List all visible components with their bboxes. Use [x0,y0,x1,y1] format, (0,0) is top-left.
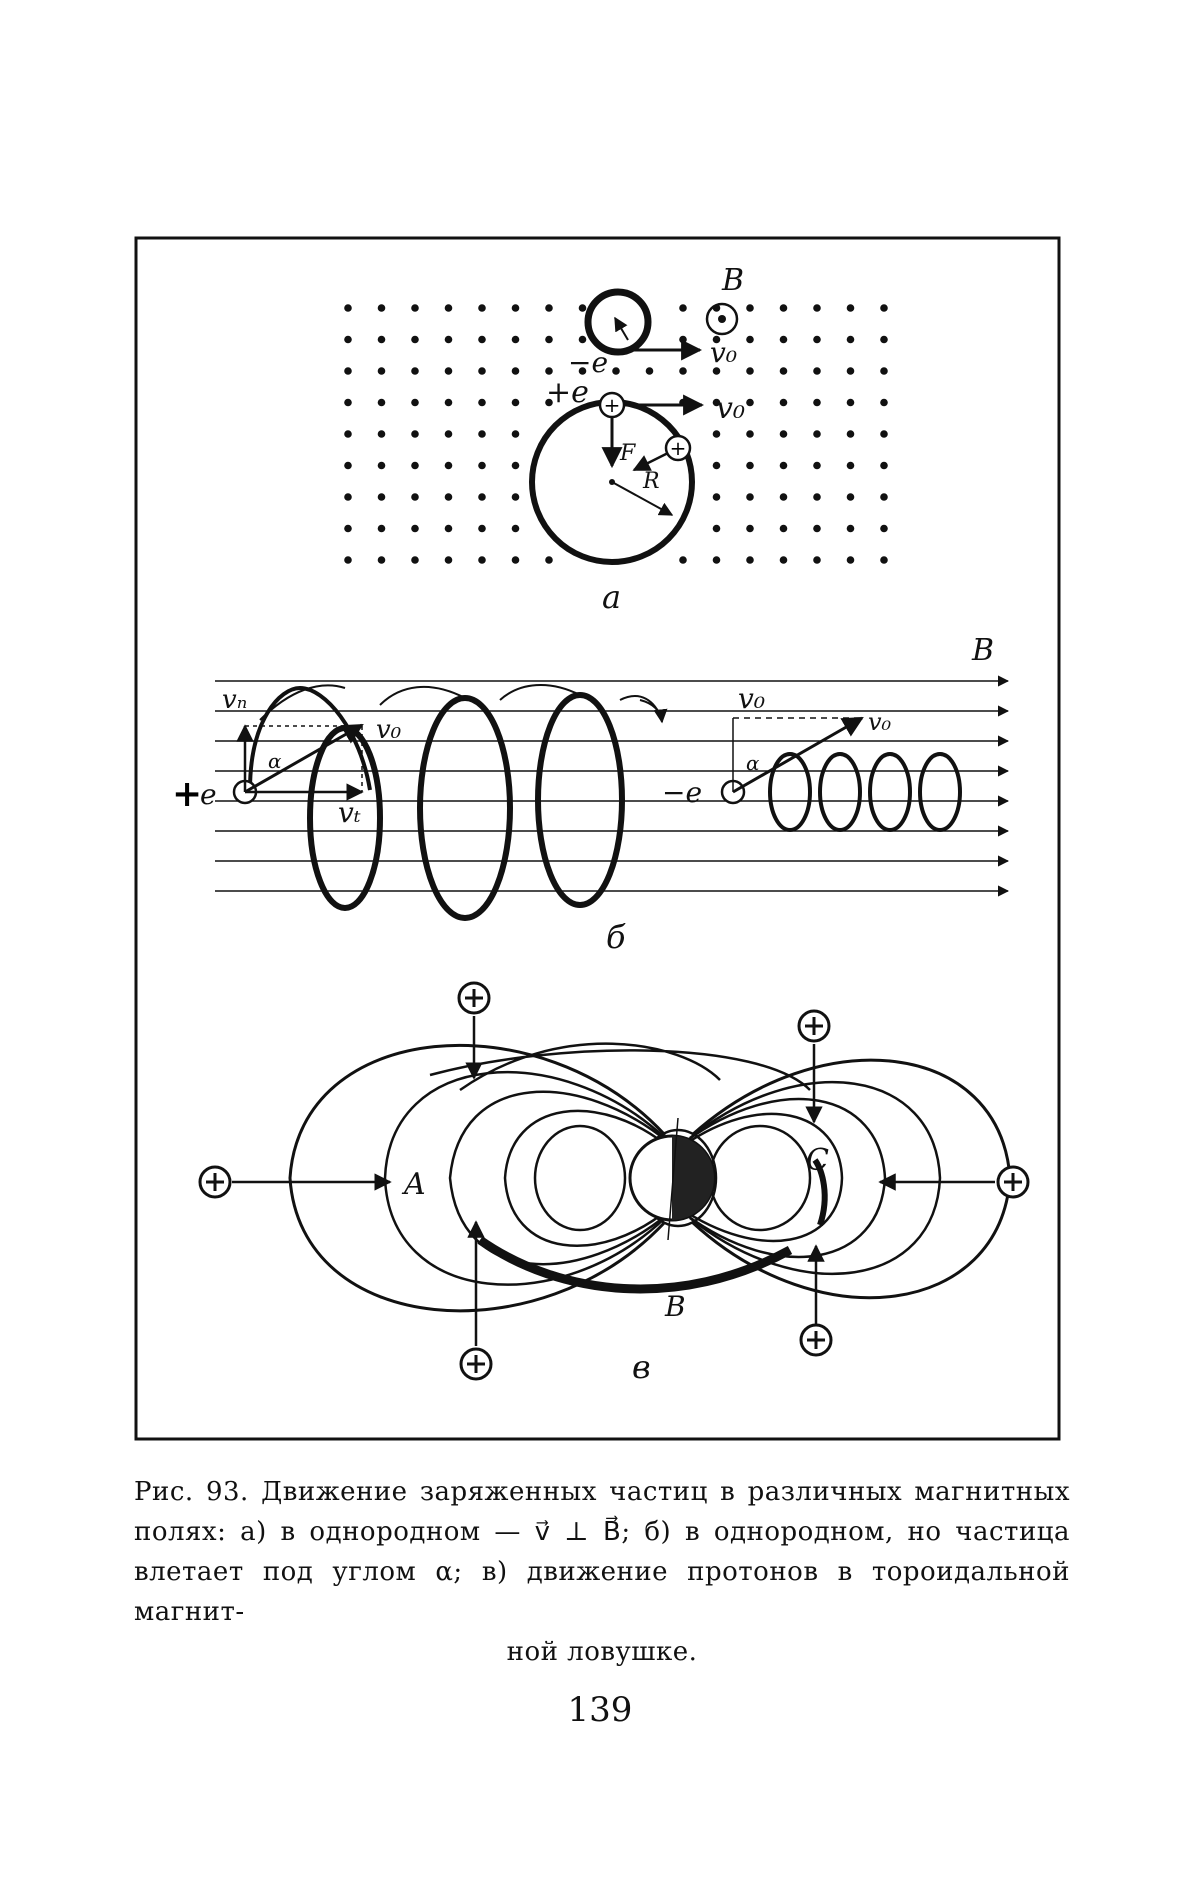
caption-line-4: ной ловушке. [506,1637,698,1667]
field-dot [378,556,386,564]
orbit-center [609,479,615,485]
field-dot [512,367,520,375]
magnetic-field-dots [344,304,888,564]
field-dot [813,556,821,564]
caption-line-1: Рис. 93. Движение заряженных частиц в различных магнитных [134,1477,1070,1507]
field-dot [512,304,520,312]
field-dot [880,462,888,470]
field-dot [445,493,453,501]
field-dot [880,367,888,375]
field-dot [478,525,486,533]
field-dot [780,336,788,344]
field-dot [847,525,855,533]
field-dot [378,367,386,375]
field-dot [478,367,486,375]
field-dot [679,367,687,375]
field-dot [411,462,419,470]
field-dot [344,304,352,312]
field-dot [813,399,821,407]
proton-symbol [998,1167,1028,1197]
field-dot [746,430,754,438]
figure-frame [136,238,1059,1439]
field-dot [847,399,855,407]
label-alpha-right: α [746,751,760,775]
label-point-b: B [665,1290,686,1323]
label-proton: +e [546,375,589,410]
field-dot [847,556,855,564]
field-dot [679,336,687,344]
field-dot [746,525,754,533]
field-dot [344,399,352,407]
proton-side-plus: + [669,436,687,460]
field-dot [512,493,520,501]
field-dot [847,336,855,344]
field-dot [478,556,486,564]
field-dot [445,336,453,344]
field-dot [780,367,788,375]
field-dot [344,430,352,438]
field-dot [445,430,453,438]
field-dot [880,399,888,407]
field-dot [378,399,386,407]
field-direction-dot [718,315,726,323]
field-dot [780,525,788,533]
page-number: 139 [567,1690,633,1730]
field-dot [545,336,553,344]
proton-symbol [799,1011,829,1041]
label-point-a: A [404,1167,426,1202]
v0-arrow-b [245,725,362,792]
field-dot [512,525,520,533]
field-dot [880,525,888,533]
field-dot [780,430,788,438]
label-radius: R [643,469,660,494]
field-dot [780,399,788,407]
field-dot [344,336,352,344]
field-dot [713,556,721,564]
field-dot [344,493,352,501]
label-b-field-b: B [972,633,995,668]
field-dot [378,462,386,470]
field-dot [512,556,520,564]
label-electron: −e [568,346,609,379]
field-dot [813,367,821,375]
field-dot [411,304,419,312]
field-dot [746,462,754,470]
field-dot [847,304,855,312]
field-dot [512,399,520,407]
field-dot [378,304,386,312]
field-dot [445,367,453,375]
force-arrow-2 [634,453,668,470]
field-dot [880,556,888,564]
label-b-field: B [722,263,745,298]
field-dot [512,430,520,438]
field-dot [847,462,855,470]
field-dot [378,336,386,344]
field-dot [378,493,386,501]
field-dot [847,430,855,438]
field-dot [780,462,788,470]
field-dot [411,556,419,564]
label-proton-b: e [200,778,217,811]
label-electron-b: −e [662,776,703,809]
field-dot [813,304,821,312]
field-dot [813,493,821,501]
proton-symbol [801,1325,831,1355]
field-dot [344,556,352,564]
field-dot [512,336,520,344]
field-dot [478,304,486,312]
field-dot [478,493,486,501]
field-dot [378,525,386,533]
field-dot [713,462,721,470]
field-dot [780,556,788,564]
field-dot [545,367,553,375]
field-dot [411,430,419,438]
radius-arrow [612,482,672,515]
field-dot [512,462,520,470]
panel-a [344,263,888,616]
field-dot [478,430,486,438]
proton-symbol [200,1167,230,1197]
electron-radius-arrow [615,318,628,340]
proton-symbol [459,983,489,1013]
field-dot [411,493,419,501]
field-dot [780,493,788,501]
field-dot [713,430,721,438]
label-alpha-left: α [268,749,282,773]
field-dot [746,336,754,344]
plus-sign-b: + [172,773,203,815]
field-dot [813,336,821,344]
field-dot [378,430,386,438]
figure-caption [134,1472,1070,1672]
label-vt: vₜ [338,796,361,829]
field-dot [746,367,754,375]
field-dot [880,304,888,312]
panel-a-label: а [602,578,622,616]
field-dot [780,304,788,312]
field-dot [445,304,453,312]
field-dot [880,493,888,501]
field-dot [445,462,453,470]
field-dot [880,336,888,344]
field-dot [545,556,553,564]
field-dot [646,367,654,375]
field-dot [679,556,687,564]
field-dot [813,430,821,438]
field-dot [344,462,352,470]
label-force: F [620,441,636,466]
field-dot [545,304,553,312]
field-dot [713,493,721,501]
label-v0-top: v₀ [738,682,766,715]
field-dot [746,493,754,501]
field-dot [746,556,754,564]
field-dot [411,336,419,344]
label-v0-right: v₀ [868,708,892,736]
label-v0-proton: v₀ [716,391,745,426]
panel-c-label: в [632,1348,651,1386]
field-dot [813,462,821,470]
panel-b-label: б [606,918,626,956]
field-dot [813,525,821,533]
field-dot [679,304,687,312]
field-dot [579,336,587,344]
panel-b [172,633,1008,956]
label-v0-electron: v₀ [710,336,738,369]
field-dot [579,304,587,312]
proton-top-plus: + [603,393,621,417]
field-dot [880,430,888,438]
field-dot [478,399,486,407]
field-dot [344,367,352,375]
label-point-c: C [806,1143,829,1178]
label-vn: vₙ [222,685,248,715]
field-dot [847,367,855,375]
caption-line-3: влетает под углом α; в) движение протонов в тороидальной магнит- [134,1557,1070,1627]
field-dot [445,556,453,564]
field-dot [612,367,620,375]
field-dot [445,399,453,407]
field-dot [713,525,721,533]
field-dot [411,399,419,407]
field-dot [746,399,754,407]
field-dot [411,367,419,375]
field-dot [445,525,453,533]
field-dot [746,304,754,312]
caption-line-2: полях: а) в однородном — v⃗ ⊥ B⃗; б) в однородном, но частица [134,1517,1070,1547]
field-dot [411,525,419,533]
electron-helix [770,754,960,830]
field-dot [478,336,486,344]
field-dot [344,525,352,533]
label-v0-left: v₀ [376,715,402,745]
proton-symbol [461,1349,491,1379]
field-dot [847,493,855,501]
field-dot [478,462,486,470]
